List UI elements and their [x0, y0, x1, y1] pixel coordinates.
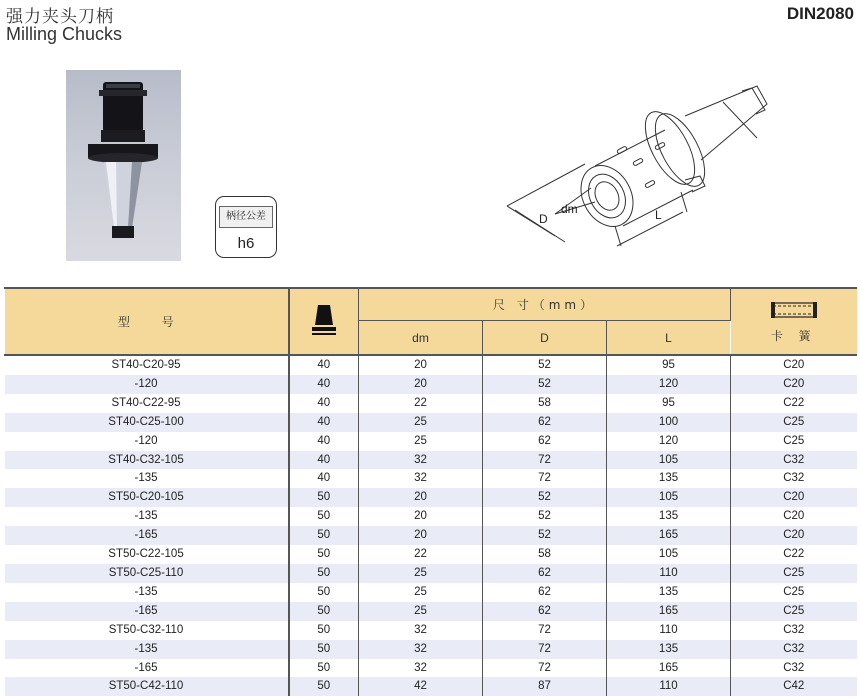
cell-dm: 32 — [359, 659, 483, 678]
cell-model: -135 — [5, 469, 289, 488]
cell-D: 58 — [483, 394, 607, 413]
column-header-collet — [731, 288, 857, 355]
cell-collet: C25 — [731, 583, 857, 602]
cell-collet: C25 — [731, 602, 857, 621]
cell-taper: 50 — [289, 621, 359, 640]
standard-label: DIN2080 — [786, 4, 854, 23]
cell-model: ST50-C22-105 — [5, 545, 289, 564]
product-photo — [66, 70, 181, 261]
table-row — [5, 526, 857, 545]
cell-collet: C32 — [731, 640, 857, 659]
cell-collet: C22 — [731, 394, 857, 413]
cell-collet: C32 — [731, 451, 857, 470]
cell-L: 135 — [607, 507, 731, 526]
cell-collet: C20 — [731, 375, 857, 394]
table-row — [5, 583, 857, 602]
cell-collet: C20 — [731, 526, 857, 545]
cell-dm: 25 — [359, 413, 483, 432]
column-header-collet-label: 卡 簧 — [770, 328, 817, 343]
cell-taper: 50 — [289, 564, 359, 583]
cell-model: ST40-C25-100 — [5, 413, 289, 432]
cell-collet: C20 — [731, 355, 857, 375]
drawing-label-D: D — [539, 212, 548, 226]
cell-model: -165 — [5, 602, 289, 621]
cell-dm: 25 — [359, 602, 483, 621]
cell-model: -165 — [5, 659, 289, 678]
cell-L: 120 — [607, 432, 731, 451]
cell-D: 52 — [483, 375, 607, 394]
cell-L: 110 — [607, 677, 731, 696]
cell-model: ST50-C20-105 — [5, 488, 289, 507]
cell-taper: 50 — [289, 507, 359, 526]
cell-taper: 40 — [289, 451, 359, 470]
cell-collet: C22 — [731, 545, 857, 564]
cell-L: 135 — [607, 640, 731, 659]
cell-L: 135 — [607, 469, 731, 488]
cell-model: -120 — [5, 432, 289, 451]
table-row — [5, 432, 857, 451]
column-header-taper — [289, 288, 359, 355]
cell-collet: C32 — [731, 469, 857, 488]
cell-dm: 32 — [359, 621, 483, 640]
cell-D: 52 — [483, 507, 607, 526]
cell-dm: 25 — [359, 583, 483, 602]
cell-collet: C25 — [731, 432, 857, 451]
cell-L: 105 — [607, 545, 731, 564]
cell-D: 62 — [483, 583, 607, 602]
cell-taper: 40 — [289, 375, 359, 394]
table-row — [5, 488, 857, 507]
cell-D: 58 — [483, 545, 607, 564]
cell-model: ST40-C22-95 — [5, 394, 289, 413]
cell-D: 52 — [483, 526, 607, 545]
cell-model: ST40-C20-95 — [5, 355, 289, 375]
table-row — [5, 545, 857, 564]
cell-L: 105 — [607, 451, 731, 470]
cell-taper: 50 — [289, 640, 359, 659]
cell-taper: 40 — [289, 394, 359, 413]
column-header-D: D — [483, 321, 607, 356]
cell-collet: C42 — [731, 677, 857, 696]
drawing-label-dm: dm — [561, 202, 578, 216]
collet-icon — [769, 300, 819, 322]
cell-D: 72 — [483, 640, 607, 659]
table-row — [5, 602, 857, 621]
cell-D: 72 — [483, 469, 607, 488]
table-row — [5, 677, 857, 696]
cell-D: 52 — [483, 488, 607, 507]
cell-L: 100 — [607, 413, 731, 432]
cell-collet: C20 — [731, 488, 857, 507]
cell-taper: 50 — [289, 488, 359, 507]
spec-table — [4, 287, 857, 696]
cell-D: 62 — [483, 413, 607, 432]
tolerance-label: 柄径公差 — [219, 206, 273, 228]
cell-taper: 50 — [289, 545, 359, 564]
cell-D: 72 — [483, 451, 607, 470]
cell-model: ST40-C32-105 — [5, 451, 289, 470]
table-row — [5, 640, 857, 659]
cell-taper: 50 — [289, 526, 359, 545]
cell-dm: 20 — [359, 488, 483, 507]
cell-collet: C20 — [731, 507, 857, 526]
cell-D: 62 — [483, 432, 607, 451]
cell-L: 110 — [607, 621, 731, 640]
cell-dm: 20 — [359, 507, 483, 526]
cell-taper: 40 — [289, 355, 359, 375]
cell-model: ST50-C42-110 — [5, 677, 289, 696]
cell-collet: C25 — [731, 564, 857, 583]
cell-L: 105 — [607, 488, 731, 507]
taper-icon — [310, 301, 338, 339]
title-chinese: 强力夹头刀柄 — [6, 7, 114, 27]
table-row — [5, 375, 857, 394]
shank-tolerance-box — [215, 196, 277, 258]
table-row — [5, 451, 857, 470]
cell-L: 95 — [607, 394, 731, 413]
cell-model: ST50-C32-110 — [5, 621, 289, 640]
cell-model: -165 — [5, 526, 289, 545]
table-row — [5, 507, 857, 526]
cell-D: 62 — [483, 564, 607, 583]
cell-model: -120 — [5, 375, 289, 394]
cell-D: 72 — [483, 621, 607, 640]
cell-dm: 25 — [359, 564, 483, 583]
table-row — [5, 659, 857, 678]
table-row — [5, 564, 857, 583]
cell-dm: 42 — [359, 677, 483, 696]
table-row — [5, 469, 857, 488]
cell-taper: 50 — [289, 659, 359, 678]
cell-taper: 40 — [289, 469, 359, 488]
technical-drawing — [495, 78, 785, 263]
tolerance-value: h6 — [237, 235, 255, 252]
cell-D: 72 — [483, 659, 607, 678]
column-header-dm: dm — [359, 321, 483, 356]
cell-model: -135 — [5, 507, 289, 526]
cell-L: 165 — [607, 602, 731, 621]
table-row — [5, 413, 857, 432]
cell-L: 120 — [607, 375, 731, 394]
cell-collet: C32 — [731, 621, 857, 640]
cell-taper: 40 — [289, 432, 359, 451]
cell-model: -135 — [5, 583, 289, 602]
cell-L: 95 — [607, 355, 731, 375]
cell-taper: 40 — [289, 413, 359, 432]
title-english: Milling Chucks — [6, 24, 123, 44]
cell-dm: 25 — [359, 432, 483, 451]
cell-dm: 22 — [359, 545, 483, 564]
cell-D: 87 — [483, 677, 607, 696]
cell-taper: 50 — [289, 677, 359, 696]
cell-collet: C32 — [731, 659, 857, 678]
table-row — [5, 621, 857, 640]
cell-D: 52 — [483, 355, 607, 375]
table-row — [5, 394, 857, 413]
cell-D: 62 — [483, 602, 607, 621]
column-header-model: 型 号 — [5, 288, 289, 355]
cell-collet: C25 — [731, 413, 857, 432]
cell-L: 110 — [607, 564, 731, 583]
table-row — [5, 355, 857, 375]
cell-dm: 32 — [359, 451, 483, 470]
cell-dm: 20 — [359, 526, 483, 545]
cell-L: 165 — [607, 659, 731, 678]
cell-taper: 50 — [289, 583, 359, 602]
cell-taper: 50 — [289, 602, 359, 621]
cell-L: 165 — [607, 526, 731, 545]
column-header-size: 尺 寸（mm） — [359, 288, 731, 321]
column-header-L: L — [607, 321, 731, 356]
cell-model: ST50-C25-110 — [5, 564, 289, 583]
drawing-label-L: L — [655, 208, 662, 222]
cell-L: 135 — [607, 583, 731, 602]
cell-dm: 32 — [359, 640, 483, 659]
cell-dm: 32 — [359, 469, 483, 488]
cell-dm: 20 — [359, 355, 483, 375]
cell-model: -135 — [5, 640, 289, 659]
cell-dm: 22 — [359, 394, 483, 413]
cell-dm: 20 — [359, 375, 483, 394]
